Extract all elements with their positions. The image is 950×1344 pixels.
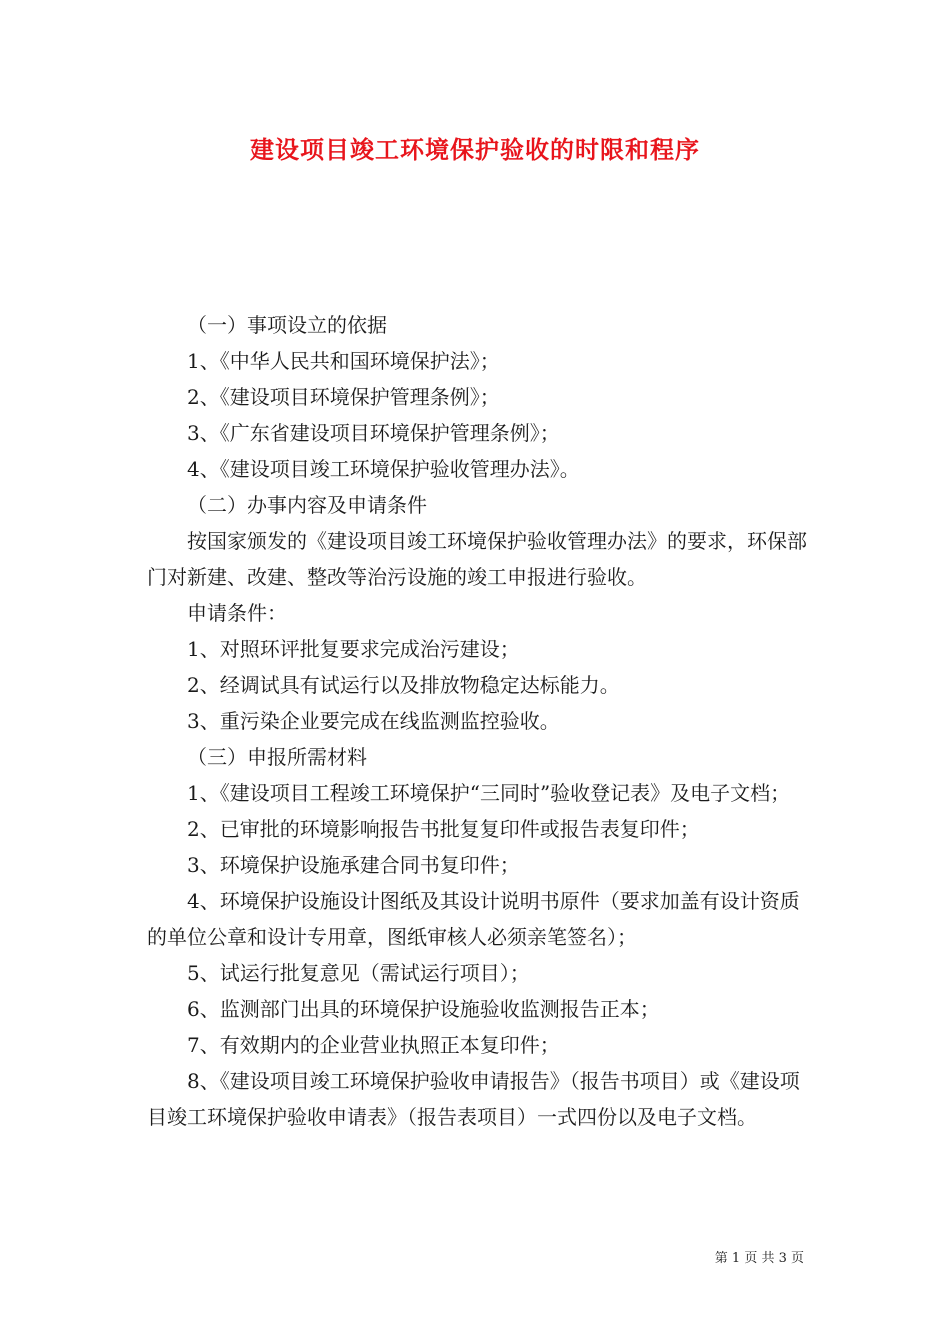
- section-heading-2: （二）办事内容及申请条件: [187, 493, 427, 517]
- material-item-6: 6、监测部门出具的环境保护设施验收监测报告正本；: [187, 997, 660, 1021]
- condition-item-3: 3、重污染企业要完成在线监测监控验收。: [187, 709, 560, 733]
- conditions-label: 申请条件：: [187, 601, 287, 625]
- material-item-5: 5、试运行批复意见（需试运行项目）；: [187, 961, 530, 985]
- content-paragraph: 按国家颁发的《建设项目竣工环境保护验收管理办法》的要求，环保部门对新建、改建、整改等治污设施的竣工申报进行验收。: [147, 529, 807, 589]
- section-heading-3: （三）申报所需材料: [187, 745, 367, 769]
- material-item-8: 8、《建设项目竣工环境保护验收申请报告》（报告书项目）或《建设项目竣工环境保护验收申请表》（报告表项目）一式四份以及电子文档。: [147, 1069, 800, 1129]
- basis-item-3: 3、《广东省建设项目环境保护管理条例》；: [187, 421, 560, 445]
- section-heading-1: （一）事项设立的依据: [187, 313, 387, 337]
- material-item-1: 1、《建设项目工程竣工环境保护“三同时”验收登记表》及电子文档；: [187, 781, 791, 805]
- basis-item-4: 4、《建设项目竣工环境保护验收管理办法》。: [187, 457, 580, 481]
- material-item-7: 7、有效期内的企业营业执照正本复印件；: [187, 1033, 560, 1057]
- basis-item-2: 2、《建设项目环境保护管理条例》；: [187, 385, 500, 409]
- material-item-4: 4、环境保护设施设计图纸及其设计说明书原件（要求加盖有设计资质的单位公章和设计专用章，图纸审核人必须亲笔签名）；: [147, 889, 800, 949]
- material-item-2: 2、已审批的环境影响报告书批复复印件或报告表复印件；: [187, 817, 700, 841]
- document-title: 建设项目竣工环境保护验收的时限和程序: [250, 135, 700, 164]
- page-number-footer: 第 1 页 共 3 页: [714, 1251, 804, 1266]
- material-item-3: 3、环境保护设施承建合同书复印件；: [187, 853, 520, 877]
- condition-item-1: 1、对照环评批复要求完成治污建设；: [187, 637, 520, 661]
- basis-item-1: 1、《中华人民共和国环境保护法》；: [187, 349, 500, 373]
- document-body: [147, 307, 817, 1135]
- condition-item-2: 2、经调试具有试运行以及排放物稳定达标能力。: [187, 673, 620, 697]
